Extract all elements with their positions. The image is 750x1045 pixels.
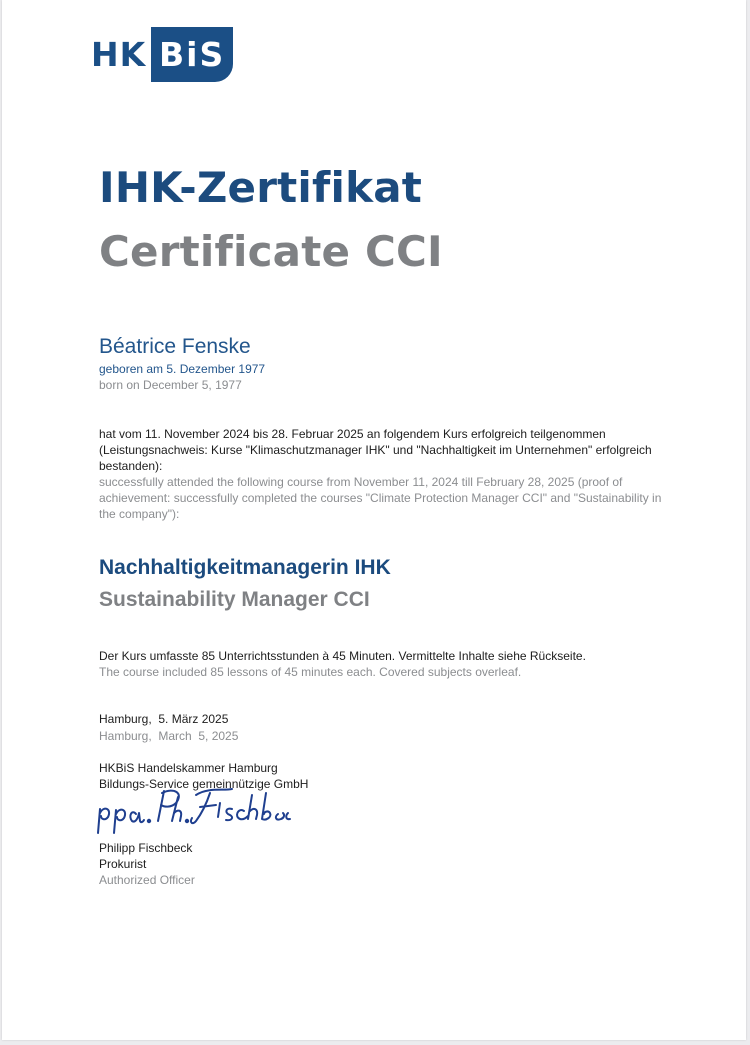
place-date-english: Hamburg, March 5, 2025 [99,729,239,743]
birthdate-german: geboren am 5. Dezember 1977 [99,362,266,376]
course-title-english: Sustainability Manager CCI [99,588,370,611]
signer-name: Philipp Fischbeck [99,841,193,855]
issuer-line-1: HKBiS Handelskammer Hamburg [99,761,278,775]
birthdate-english: born on December 5, 1977 [99,378,242,392]
handwritten-signature [92,783,292,835]
statement-german: hat vom 11. November 2024 bis 28. Februar 2025 an folgendem Kurs erfolgreich teilgenommen (Leistungsnachweis: Kurse "Klimaschutzmanager IHK" und "Nachhaltigkeit im Unternehmen" erfolgreich bestanden): [99,427,652,473]
logo-hk-text: HK [91,35,147,74]
logo-bis-text: BiS [159,35,226,74]
course-title-german: Nachhaltigkeitmanagerin IHK [99,556,391,579]
place-date-german: Hamburg, 5. März 2025 [99,712,229,726]
hkbis-logo [91,27,233,83]
issuer-line-2: Bildungs-Service gemeinnützige GmbH [99,777,309,791]
course-scope-german: Der Kurs umfasste 85 Unterrichtsstunden à 45 Minuten. Vermittelte Inhalte siehe Rückseite. [99,649,586,663]
logo-bis-box [151,27,233,82]
title-german: IHK-Zertifikat [99,163,423,212]
course-scope-english: The course included 85 lessons of 45 minutes each. Covered subjects overleaf. [99,665,522,679]
signer-role-english: Authorized Officer [99,873,195,887]
statement-english: successfully attended the following course from November 11, 2024 till February 28, 2025 (proof of achievement: successfully completed the courses "Climate Protection Manager CCI" and "Sustainability in the company"): [99,475,662,521]
certificate-page [2,0,746,1040]
title-english: Certificate CCI [99,227,443,276]
recipient-name: Béatrice Fenske [99,335,251,358]
signer-role-german: Prokurist [99,857,147,871]
